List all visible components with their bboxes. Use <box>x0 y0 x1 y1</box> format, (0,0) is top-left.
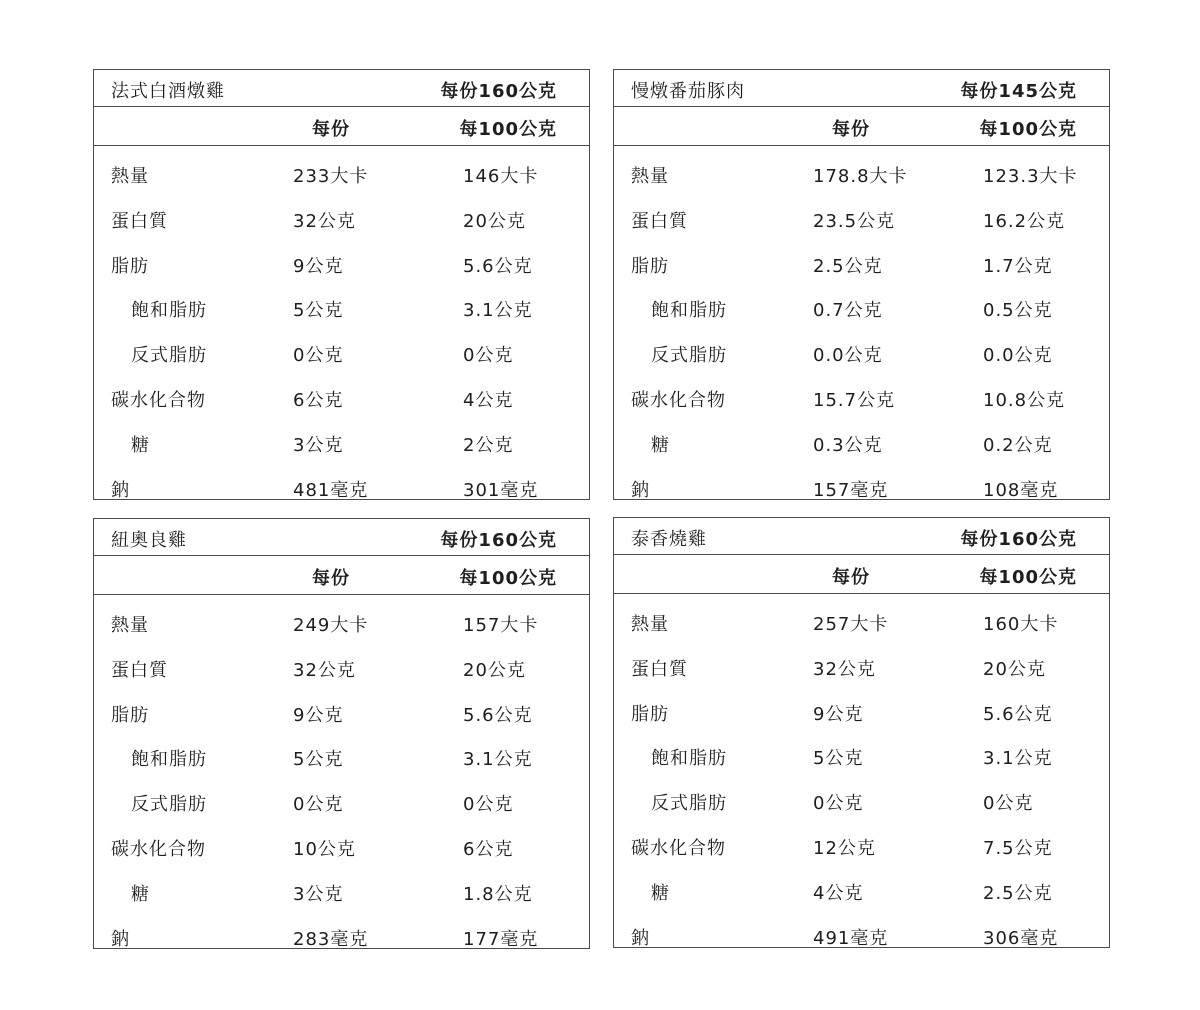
nutrient-rows <box>94 595 589 959</box>
nutrient-label: 糖 <box>651 434 670 456</box>
nutrition-table-panel <box>93 69 590 500</box>
per-serving-value: 178.8大卡 <box>813 166 908 187</box>
serving-size: 每份160公克 <box>960 529 1077 550</box>
nutrient-row <box>614 242 1109 287</box>
nutrient-label: 反式脂肪 <box>131 345 207 367</box>
column-header-row <box>614 555 1109 594</box>
column-header-per-serving: 每份 <box>312 119 350 140</box>
nutrient-row <box>614 914 1109 959</box>
per-100g-value: 20公克 <box>463 659 526 681</box>
nutrient-row <box>614 466 1109 511</box>
per-100g-value: 16.2公克 <box>983 210 1066 232</box>
nutrition-table-panel <box>93 518 590 949</box>
per-100g-value: 0.0公克 <box>983 345 1053 367</box>
table-title-row <box>614 70 1109 107</box>
per-serving-value: 4公克 <box>813 882 864 904</box>
nutrient-row <box>94 870 589 915</box>
per-100g-value: 0公克 <box>463 794 514 816</box>
per-100g-value: 0公克 <box>463 345 514 367</box>
serving-size: 每份160公克 <box>440 530 557 551</box>
per-100g-value: 0.5公克 <box>983 300 1053 322</box>
per-serving-value: 491毫克 <box>813 927 889 949</box>
nutrient-row <box>94 646 589 691</box>
per-serving-value: 3公克 <box>293 883 344 905</box>
nutrient-row <box>614 824 1109 869</box>
nutrient-label: 熱量 <box>631 166 669 187</box>
per-serving-value: 32公克 <box>293 659 356 681</box>
per-100g-value: 3.1公克 <box>463 749 533 771</box>
per-serving-value: 3公克 <box>293 434 344 456</box>
nutrient-row <box>94 197 589 242</box>
per-100g-value: 306毫克 <box>983 927 1059 949</box>
per-serving-value: 0公克 <box>813 793 864 815</box>
per-serving-value: 10公克 <box>293 838 356 860</box>
nutrient-row <box>94 242 589 287</box>
nutrient-label: 脂肪 <box>631 255 669 277</box>
per-100g-value: 0.2公克 <box>983 434 1053 456</box>
nutrient-label: 鈉 <box>631 479 650 501</box>
per-serving-value: 283毫克 <box>293 928 369 950</box>
per-100g-value: 7.5公克 <box>983 837 1053 859</box>
per-100g-value: 0公克 <box>983 793 1034 815</box>
nutrient-label: 鈉 <box>111 928 130 950</box>
nutrient-label: 飽和脂肪 <box>651 748 727 770</box>
column-header-per-serving: 每份 <box>832 567 870 588</box>
per-serving-value: 32公克 <box>293 210 356 232</box>
per-100g-value: 1.7公克 <box>983 255 1053 277</box>
per-serving-value: 481毫克 <box>293 479 369 501</box>
nutrient-label: 反式脂肪 <box>651 793 727 815</box>
nutrient-label: 脂肪 <box>111 704 149 726</box>
nutrient-label: 糖 <box>131 883 150 905</box>
nutrient-label: 熱量 <box>631 614 669 635</box>
nutrient-label: 蛋白質 <box>631 658 688 680</box>
nutrition-table-panel <box>613 517 1110 948</box>
serving-size: 每份145公克 <box>960 81 1077 102</box>
nutrient-label: 飽和脂肪 <box>131 749 207 771</box>
per-serving-value: 15.7公克 <box>813 389 896 411</box>
nutrient-label: 碳水化合物 <box>631 837 726 859</box>
nutrient-row <box>94 825 589 870</box>
nutrient-row <box>94 735 589 780</box>
nutrient-row <box>614 645 1109 690</box>
table-title-row <box>94 70 589 107</box>
nutrient-row <box>614 690 1109 735</box>
per-100g-value: 123.3大卡 <box>983 166 1078 187</box>
per-serving-value: 9公克 <box>293 255 344 277</box>
nutrient-row <box>94 331 589 376</box>
per-serving-value: 5公克 <box>813 748 864 770</box>
nutrient-row <box>614 779 1109 824</box>
per-serving-value: 12公克 <box>813 837 876 859</box>
per-100g-value: 3.1公克 <box>463 300 533 322</box>
per-serving-value: 0.3公克 <box>813 434 883 456</box>
nutrient-label: 飽和脂肪 <box>651 300 727 322</box>
nutrient-row <box>94 152 589 197</box>
per-100g-value: 301毫克 <box>463 479 539 501</box>
per-serving-value: 5公克 <box>293 749 344 771</box>
per-100g-value: 108毫克 <box>983 479 1059 501</box>
column-header-per-serving: 每份 <box>312 568 350 589</box>
nutrient-row <box>614 197 1109 242</box>
nutrient-label: 糖 <box>651 882 670 904</box>
nutrient-label: 碳水化合物 <box>631 389 726 411</box>
per-serving-value: 0公克 <box>293 794 344 816</box>
dish-name: 泰香燒雞 <box>631 529 707 550</box>
nutrient-row <box>614 421 1109 466</box>
nutrient-row <box>614 600 1109 645</box>
per-100g-value: 157大卡 <box>463 615 539 636</box>
nutrient-label: 反式脂肪 <box>651 345 727 367</box>
per-100g-value: 177毫克 <box>463 928 539 950</box>
column-header-per-100g: 每100公克 <box>979 567 1077 588</box>
column-header-per-serving: 每份 <box>832 119 870 140</box>
per-serving-value: 9公克 <box>293 704 344 726</box>
per-serving-value: 5公克 <box>293 300 344 322</box>
per-100g-value: 2公克 <box>463 434 514 456</box>
nutrient-row <box>614 869 1109 914</box>
table-title-row <box>614 518 1109 555</box>
per-100g-value: 5.6公克 <box>463 255 533 277</box>
per-serving-value: 32公克 <box>813 658 876 680</box>
nutrient-row <box>94 915 589 960</box>
nutrient-label: 糖 <box>131 434 150 456</box>
nutrient-label: 脂肪 <box>111 255 149 277</box>
column-header-row <box>94 107 589 146</box>
per-serving-value: 249大卡 <box>293 615 369 636</box>
nutrient-label: 鈉 <box>631 927 650 949</box>
nutrient-row <box>614 152 1109 197</box>
nutrient-label: 熱量 <box>111 615 149 636</box>
table-title-row <box>94 519 589 556</box>
per-100g-value: 3.1公克 <box>983 748 1053 770</box>
nutrient-rows <box>94 146 589 510</box>
per-100g-value: 160大卡 <box>983 614 1059 635</box>
per-serving-value: 9公克 <box>813 703 864 725</box>
nutrient-label: 脂肪 <box>631 703 669 725</box>
serving-size: 每份160公克 <box>440 81 557 102</box>
column-header-row <box>94 556 589 595</box>
per-serving-value: 0.0公克 <box>813 345 883 367</box>
nutrient-label: 反式脂肪 <box>131 794 207 816</box>
per-100g-value: 5.6公克 <box>983 703 1053 725</box>
dish-name: 紐奧良雞 <box>111 530 187 551</box>
per-100g-value: 4公克 <box>463 389 514 411</box>
nutrient-row <box>94 691 589 736</box>
per-serving-value: 23.5公克 <box>813 210 896 232</box>
per-100g-value: 20公克 <box>463 210 526 232</box>
nutrient-rows <box>614 146 1109 510</box>
nutrient-label: 蛋白質 <box>631 210 688 232</box>
per-serving-value: 157毫克 <box>813 479 889 501</box>
per-serving-value: 6公克 <box>293 389 344 411</box>
nutrient-row <box>94 601 589 646</box>
per-100g-value: 10.8公克 <box>983 389 1066 411</box>
nutrient-row <box>614 734 1109 779</box>
nutrient-label: 蛋白質 <box>111 659 168 681</box>
per-serving-value: 233大卡 <box>293 166 369 187</box>
per-100g-value: 5.6公克 <box>463 704 533 726</box>
per-100g-value: 2.5公克 <box>983 882 1053 904</box>
nutrient-label: 熱量 <box>111 166 149 187</box>
nutrient-row <box>614 286 1109 331</box>
column-header-per-100g: 每100公克 <box>979 119 1077 140</box>
nutrient-rows <box>614 594 1109 958</box>
nutrient-row <box>614 376 1109 421</box>
per-serving-value: 0.7公克 <box>813 300 883 322</box>
nutrient-label: 鈉 <box>111 479 130 501</box>
nutrient-label: 飽和脂肪 <box>131 300 207 322</box>
per-serving-value: 257大卡 <box>813 614 889 635</box>
nutrient-row <box>94 780 589 825</box>
per-100g-value: 1.8公克 <box>463 883 533 905</box>
nutrient-row <box>94 421 589 466</box>
nutrient-row <box>94 376 589 421</box>
column-header-row <box>614 107 1109 146</box>
nutrient-label: 蛋白質 <box>111 210 168 232</box>
dish-name: 慢燉番茄豚肉 <box>631 81 745 102</box>
nutrient-row <box>94 286 589 331</box>
per-100g-value: 20公克 <box>983 658 1046 680</box>
nutrient-row <box>94 466 589 511</box>
nutrient-row <box>614 331 1109 376</box>
column-header-per-100g: 每100公克 <box>459 568 557 589</box>
nutrient-label: 碳水化合物 <box>111 838 206 860</box>
nutrient-label: 碳水化合物 <box>111 389 206 411</box>
per-100g-value: 6公克 <box>463 838 514 860</box>
per-100g-value: 146大卡 <box>463 166 539 187</box>
column-header-per-100g: 每100公克 <box>459 119 557 140</box>
per-serving-value: 2.5公克 <box>813 255 883 277</box>
dish-name: 法式白酒燉雞 <box>111 81 225 102</box>
nutrition-table-panel <box>613 69 1110 500</box>
per-serving-value: 0公克 <box>293 345 344 367</box>
